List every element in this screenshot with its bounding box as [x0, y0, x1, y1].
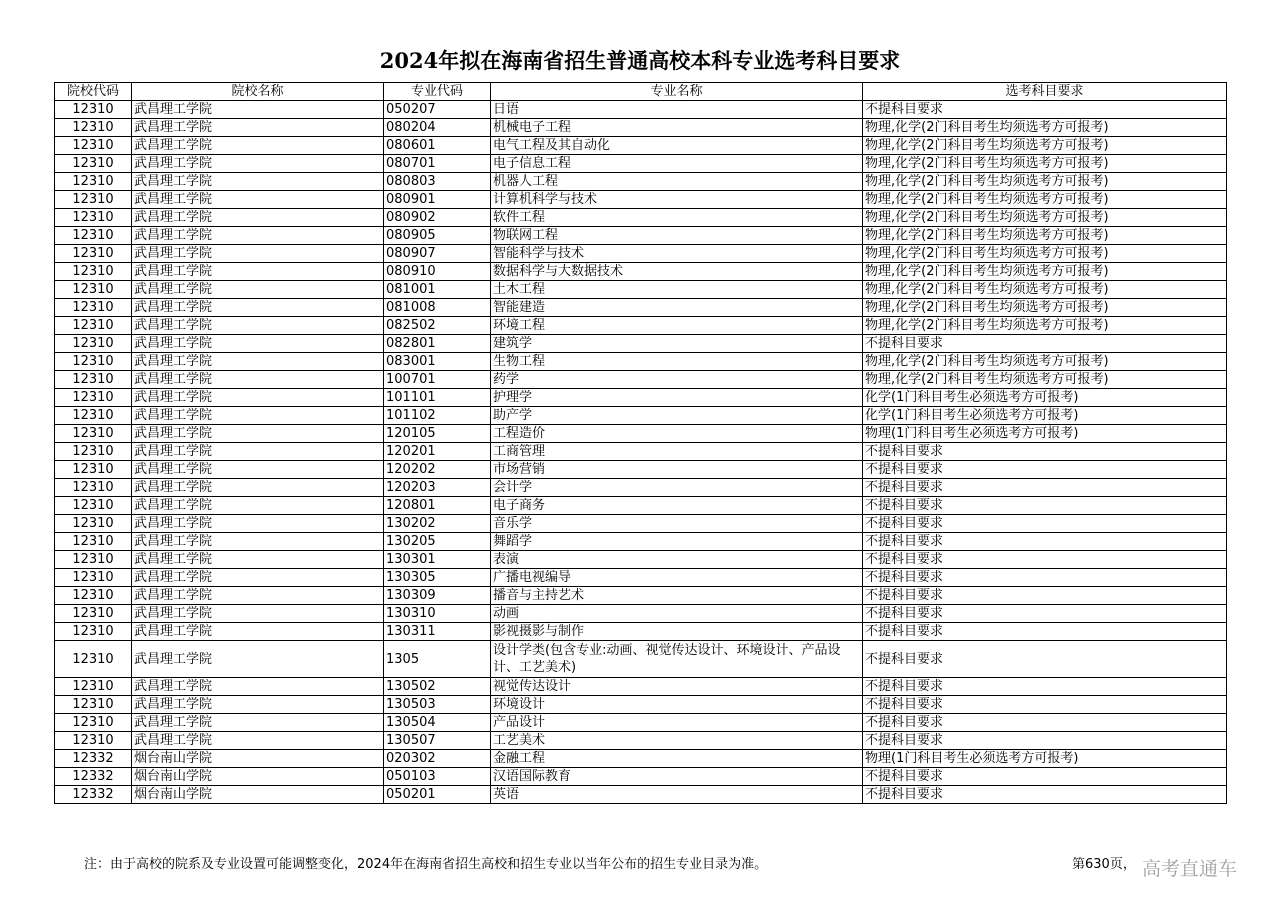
- school-code-cell: 12310: [55, 317, 132, 335]
- major-code-cell: 130309: [384, 587, 491, 605]
- requirement-cell: 不提科目要求: [863, 101, 1227, 119]
- requirement-cell: 不提科目要求: [863, 533, 1227, 551]
- header-subject-requirement: 选考科目要求: [863, 83, 1227, 101]
- requirement-cell: 不提科目要求: [863, 768, 1227, 786]
- major-name-cell: 智能科学与技术: [491, 245, 863, 263]
- major-code-cell: 082502: [384, 317, 491, 335]
- major-code-cell: 082801: [384, 335, 491, 353]
- table-row: [55, 335, 1227, 353]
- school-name-cell: 武昌理工学院: [132, 317, 384, 335]
- table-row: [55, 155, 1227, 173]
- requirement-cell: 不提科目要求: [863, 587, 1227, 605]
- table-row: [55, 569, 1227, 587]
- major-code-cell: 080803: [384, 173, 491, 191]
- school-name-cell: 武昌理工学院: [132, 587, 384, 605]
- major-code-cell: 101102: [384, 407, 491, 425]
- major-code-cell: 130310: [384, 605, 491, 623]
- requirement-cell: 不提科目要求: [863, 623, 1227, 641]
- school-code-cell: 12310: [55, 371, 132, 389]
- table-row: [55, 389, 1227, 407]
- major-code-cell: 130205: [384, 533, 491, 551]
- school-name-cell: 武昌理工学院: [132, 623, 384, 641]
- major-code-cell: 101101: [384, 389, 491, 407]
- school-name-cell: 武昌理工学院: [132, 371, 384, 389]
- requirement-cell: 物理,化学(2门科目考生均须选考方可报考): [863, 281, 1227, 299]
- table-row: [55, 281, 1227, 299]
- school-name-cell: 武昌理工学院: [132, 678, 384, 696]
- requirement-cell: 不提科目要求: [863, 443, 1227, 461]
- requirement-cell: 不提科目要求: [863, 786, 1227, 804]
- requirement-cell: 物理,化学(2门科目考生均须选考方可报考): [863, 317, 1227, 335]
- major-name-cell: 物联网工程: [491, 227, 863, 245]
- header-school-code: 院校代码: [55, 83, 132, 101]
- school-code-cell: 12310: [55, 137, 132, 155]
- major-code-cell: 080905: [384, 227, 491, 245]
- major-code-cell: 083001: [384, 353, 491, 371]
- table-body: [55, 101, 1227, 804]
- school-code-cell: 12310: [55, 641, 132, 678]
- table-header-row: [55, 83, 1227, 101]
- table-row: [55, 732, 1227, 750]
- school-name-cell: 武昌理工学院: [132, 533, 384, 551]
- requirement-cell: 不提科目要求: [863, 461, 1227, 479]
- header-major-code: 专业代码: [384, 83, 491, 101]
- major-code-cell: 080902: [384, 209, 491, 227]
- requirement-cell: 不提科目要求: [863, 696, 1227, 714]
- major-code-cell: 130504: [384, 714, 491, 732]
- requirement-cell: 不提科目要求: [863, 714, 1227, 732]
- table-row: [55, 173, 1227, 191]
- school-name-cell: 武昌理工学院: [132, 641, 384, 678]
- requirement-cell: 化学(1门科目考生必须选考方可报考): [863, 389, 1227, 407]
- major-name-cell: 动画: [491, 605, 863, 623]
- school-code-cell: 12310: [55, 497, 132, 515]
- table-row: [55, 191, 1227, 209]
- major-code-cell: 020302: [384, 750, 491, 768]
- major-code-cell: 081001: [384, 281, 491, 299]
- school-code-cell: 12310: [55, 173, 132, 191]
- major-code-cell: 130507: [384, 732, 491, 750]
- major-name-cell: 土木工程: [491, 281, 863, 299]
- table-row: [55, 227, 1227, 245]
- major-name-cell: 设计学类(包含专业:动画、视觉传达设计、环境设计、产品设计、工艺美术): [491, 641, 863, 678]
- school-name-cell: 烟台南山学院: [132, 750, 384, 768]
- school-name-cell: 武昌理工学院: [132, 263, 384, 281]
- table-row: [55, 641, 1227, 678]
- major-name-cell: 舞蹈学: [491, 533, 863, 551]
- major-name-cell: 表演: [491, 551, 863, 569]
- requirement-cell: 不提科目要求: [863, 641, 1227, 678]
- requirement-cell: 物理,化学(2门科目考生均须选考方可报考): [863, 371, 1227, 389]
- major-code-cell: 130305: [384, 569, 491, 587]
- requirement-cell: 不提科目要求: [863, 335, 1227, 353]
- school-code-cell: 12310: [55, 425, 132, 443]
- school-code-cell: 12310: [55, 119, 132, 137]
- table-row: [55, 443, 1227, 461]
- major-name-cell: 软件工程: [491, 209, 863, 227]
- school-name-cell: 武昌理工学院: [132, 515, 384, 533]
- major-name-cell: 电子商务: [491, 497, 863, 515]
- footnote: 注：由于高校的院系及专业设置可能调整变化，2024年在海南省招生高校和招生专业以当年公布的招生专业目录为准。: [84, 857, 768, 872]
- requirement-cell: 物理,化学(2门科目考生均须选考方可报考): [863, 137, 1227, 155]
- table-row: [55, 587, 1227, 605]
- major-name-cell: 日语: [491, 101, 863, 119]
- table-row: [55, 317, 1227, 335]
- school-name-cell: 武昌理工学院: [132, 407, 384, 425]
- school-code-cell: 12310: [55, 281, 132, 299]
- major-code-cell: 081008: [384, 299, 491, 317]
- requirement-cell: 不提科目要求: [863, 678, 1227, 696]
- major-name-cell: 建筑学: [491, 335, 863, 353]
- school-code-cell: 12310: [55, 533, 132, 551]
- school-name-cell: 武昌理工学院: [132, 299, 384, 317]
- table-row: [55, 750, 1227, 768]
- school-code-cell: 12310: [55, 155, 132, 173]
- major-code-cell: 130202: [384, 515, 491, 533]
- major-code-cell: 130502: [384, 678, 491, 696]
- school-name-cell: 武昌理工学院: [132, 191, 384, 209]
- school-code-cell: 12332: [55, 768, 132, 786]
- header-school-name: 院校名称: [132, 83, 384, 101]
- requirement-cell: 化学(1门科目考生必须选考方可报考): [863, 407, 1227, 425]
- major-code-cell: 130311: [384, 623, 491, 641]
- school-name-cell: 武昌理工学院: [132, 425, 384, 443]
- table-row: [55, 299, 1227, 317]
- school-code-cell: 12310: [55, 353, 132, 371]
- major-name-cell: 环境设计: [491, 696, 863, 714]
- table-row: [55, 479, 1227, 497]
- table-row: [55, 714, 1227, 732]
- requirement-cell: 物理,化学(2门科目考生均须选考方可报考): [863, 353, 1227, 371]
- school-name-cell: 武昌理工学院: [132, 137, 384, 155]
- major-code-cell: 050201: [384, 786, 491, 804]
- major-code-cell: 120201: [384, 443, 491, 461]
- table-row: [55, 497, 1227, 515]
- major-name-cell: 助产学: [491, 407, 863, 425]
- major-name-cell: 工艺美术: [491, 732, 863, 750]
- school-name-cell: 武昌理工学院: [132, 551, 384, 569]
- major-name-cell: 视觉传达设计: [491, 678, 863, 696]
- school-code-cell: 12310: [55, 623, 132, 641]
- major-code-cell: 080910: [384, 263, 491, 281]
- school-name-cell: 武昌理工学院: [132, 245, 384, 263]
- major-name-cell: 汉语国际教育: [491, 768, 863, 786]
- school-code-cell: 12310: [55, 389, 132, 407]
- table-row: [55, 515, 1227, 533]
- school-code-cell: 12310: [55, 479, 132, 497]
- major-code-cell: 050207: [384, 101, 491, 119]
- school-name-cell: 武昌理工学院: [132, 696, 384, 714]
- school-name-cell: 武昌理工学院: [132, 353, 384, 371]
- major-name-cell: 播音与主持艺术: [491, 587, 863, 605]
- school-code-cell: 12310: [55, 461, 132, 479]
- major-name-cell: 市场营销: [491, 461, 863, 479]
- school-code-cell: 12310: [55, 569, 132, 587]
- school-name-cell: 烟台南山学院: [132, 768, 384, 786]
- requirement-cell: 物理,化学(2门科目考生均须选考方可报考): [863, 173, 1227, 191]
- requirement-cell: 物理,化学(2门科目考生均须选考方可报考): [863, 119, 1227, 137]
- major-name-cell: 电气工程及其自动化: [491, 137, 863, 155]
- school-code-cell: 12310: [55, 443, 132, 461]
- requirement-cell: 物理,化学(2门科目考生均须选考方可报考): [863, 209, 1227, 227]
- table-row: [55, 353, 1227, 371]
- major-name-cell: 工商管理: [491, 443, 863, 461]
- major-code-cell: 120105: [384, 425, 491, 443]
- requirement-cell: 物理,化学(2门科目考生均须选考方可报考): [863, 299, 1227, 317]
- major-code-cell: 130503: [384, 696, 491, 714]
- school-name-cell: 武昌理工学院: [132, 173, 384, 191]
- major-name-cell: 药学: [491, 371, 863, 389]
- watermark: 高考直通车: [1142, 858, 1238, 880]
- table-row: [55, 101, 1227, 119]
- major-name-cell: 计算机科学与技术: [491, 191, 863, 209]
- major-code-cell: 080204: [384, 119, 491, 137]
- school-code-cell: 12310: [55, 191, 132, 209]
- school-name-cell: 武昌理工学院: [132, 443, 384, 461]
- table-row: [55, 263, 1227, 281]
- requirement-cell: 不提科目要求: [863, 497, 1227, 515]
- requirement-cell: 物理,化学(2门科目考生均须选考方可报考): [863, 245, 1227, 263]
- major-code-cell: 120801: [384, 497, 491, 515]
- school-name-cell: 武昌理工学院: [132, 389, 384, 407]
- table-row: [55, 119, 1227, 137]
- school-name-cell: 武昌理工学院: [132, 605, 384, 623]
- requirement-cell: 物理(1门科目考生必须选考方可报考): [863, 750, 1227, 768]
- school-code-cell: 12310: [55, 245, 132, 263]
- major-name-cell: 电子信息工程: [491, 155, 863, 173]
- school-code-cell: 12310: [55, 515, 132, 533]
- major-code-cell: 120202: [384, 461, 491, 479]
- table-row: [55, 371, 1227, 389]
- header-major-name: 专业名称: [491, 83, 863, 101]
- school-code-cell: 12310: [55, 299, 132, 317]
- school-code-cell: 12310: [55, 605, 132, 623]
- table-row: [55, 245, 1227, 263]
- major-name-cell: 机器人工程: [491, 173, 863, 191]
- school-code-cell: 12310: [55, 678, 132, 696]
- page-title: 2024年拟在海南省招生普通高校本科专业选考科目要求: [379, 48, 901, 73]
- school-code-cell: 12310: [55, 551, 132, 569]
- school-code-cell: 12310: [55, 696, 132, 714]
- major-name-cell: 金融工程: [491, 750, 863, 768]
- requirement-cell: 不提科目要求: [863, 479, 1227, 497]
- table-row: [55, 407, 1227, 425]
- table-row: [55, 533, 1227, 551]
- major-name-cell: 会计学: [491, 479, 863, 497]
- major-code-cell: 130301: [384, 551, 491, 569]
- major-name-cell: 工程造价: [491, 425, 863, 443]
- school-code-cell: 12332: [55, 750, 132, 768]
- school-code-cell: 12310: [55, 209, 132, 227]
- requirement-cell: 不提科目要求: [863, 515, 1227, 533]
- requirement-cell: 不提科目要求: [863, 732, 1227, 750]
- major-code-cell: 100701: [384, 371, 491, 389]
- school-name-cell: 武昌理工学院: [132, 569, 384, 587]
- school-name-cell: 武昌理工学院: [132, 732, 384, 750]
- school-code-cell: 12310: [55, 101, 132, 119]
- major-name-cell: 护理学: [491, 389, 863, 407]
- school-name-cell: 烟台南山学院: [132, 786, 384, 804]
- school-name-cell: 武昌理工学院: [132, 335, 384, 353]
- school-name-cell: 武昌理工学院: [132, 461, 384, 479]
- requirement-cell: 物理,化学(2门科目考生均须选考方可报考): [863, 191, 1227, 209]
- major-code-cell: 050103: [384, 768, 491, 786]
- school-code-cell: 12310: [55, 263, 132, 281]
- major-name-cell: 产品设计: [491, 714, 863, 732]
- table-row: [55, 623, 1227, 641]
- table-row: [55, 137, 1227, 155]
- requirement-cell: 物理,化学(2门科目考生均须选考方可报考): [863, 155, 1227, 173]
- table-row: [55, 768, 1227, 786]
- school-code-cell: 12310: [55, 227, 132, 245]
- major-code-cell: 080601: [384, 137, 491, 155]
- school-name-cell: 武昌理工学院: [132, 497, 384, 515]
- table-row: [55, 209, 1227, 227]
- requirement-cell: 物理(1门科目考生必须选考方可报考): [863, 425, 1227, 443]
- table-row: [55, 678, 1227, 696]
- major-name-cell: 生物工程: [491, 353, 863, 371]
- school-name-cell: 武昌理工学院: [132, 714, 384, 732]
- table-row: [55, 551, 1227, 569]
- school-name-cell: 武昌理工学院: [132, 479, 384, 497]
- table-row: [55, 786, 1227, 804]
- major-name-cell: 音乐学: [491, 515, 863, 533]
- school-code-cell: 12310: [55, 407, 132, 425]
- table-row: [55, 696, 1227, 714]
- requirement-cell: 不提科目要求: [863, 569, 1227, 587]
- school-code-cell: 12310: [55, 732, 132, 750]
- major-name-cell: 英语: [491, 786, 863, 804]
- major-code-cell: 080907: [384, 245, 491, 263]
- school-name-cell: 武昌理工学院: [132, 119, 384, 137]
- school-code-cell: 12310: [55, 587, 132, 605]
- school-name-cell: 武昌理工学院: [132, 101, 384, 119]
- major-name-cell: 环境工程: [491, 317, 863, 335]
- school-name-cell: 武昌理工学院: [132, 227, 384, 245]
- major-name-cell: 智能建造: [491, 299, 863, 317]
- requirement-cell: 物理,化学(2门科目考生均须选考方可报考): [863, 227, 1227, 245]
- requirement-cell: 不提科目要求: [863, 605, 1227, 623]
- page-number: 第630页，: [1072, 857, 1136, 872]
- major-name-cell: 广播电视编导: [491, 569, 863, 587]
- table-row: [55, 605, 1227, 623]
- table-row: [55, 461, 1227, 479]
- requirement-cell: 不提科目要求: [863, 551, 1227, 569]
- requirement-cell: 物理,化学(2门科目考生均须选考方可报考): [863, 263, 1227, 281]
- major-code-cell: 080701: [384, 155, 491, 173]
- major-name-cell: 机械电子工程: [491, 119, 863, 137]
- school-code-cell: 12310: [55, 714, 132, 732]
- major-name-cell: 影视摄影与制作: [491, 623, 863, 641]
- school-code-cell: 12332: [55, 786, 132, 804]
- major-code-cell: 1305: [384, 641, 491, 678]
- major-code-cell: 120203: [384, 479, 491, 497]
- school-name-cell: 武昌理工学院: [132, 155, 384, 173]
- school-code-cell: 12310: [55, 335, 132, 353]
- table-row: [55, 425, 1227, 443]
- school-name-cell: 武昌理工学院: [132, 281, 384, 299]
- major-code-cell: 080901: [384, 191, 491, 209]
- school-name-cell: 武昌理工学院: [132, 209, 384, 227]
- major-name-cell: 数据科学与大数据技术: [491, 263, 863, 281]
- requirements-table: [54, 82, 1227, 804]
